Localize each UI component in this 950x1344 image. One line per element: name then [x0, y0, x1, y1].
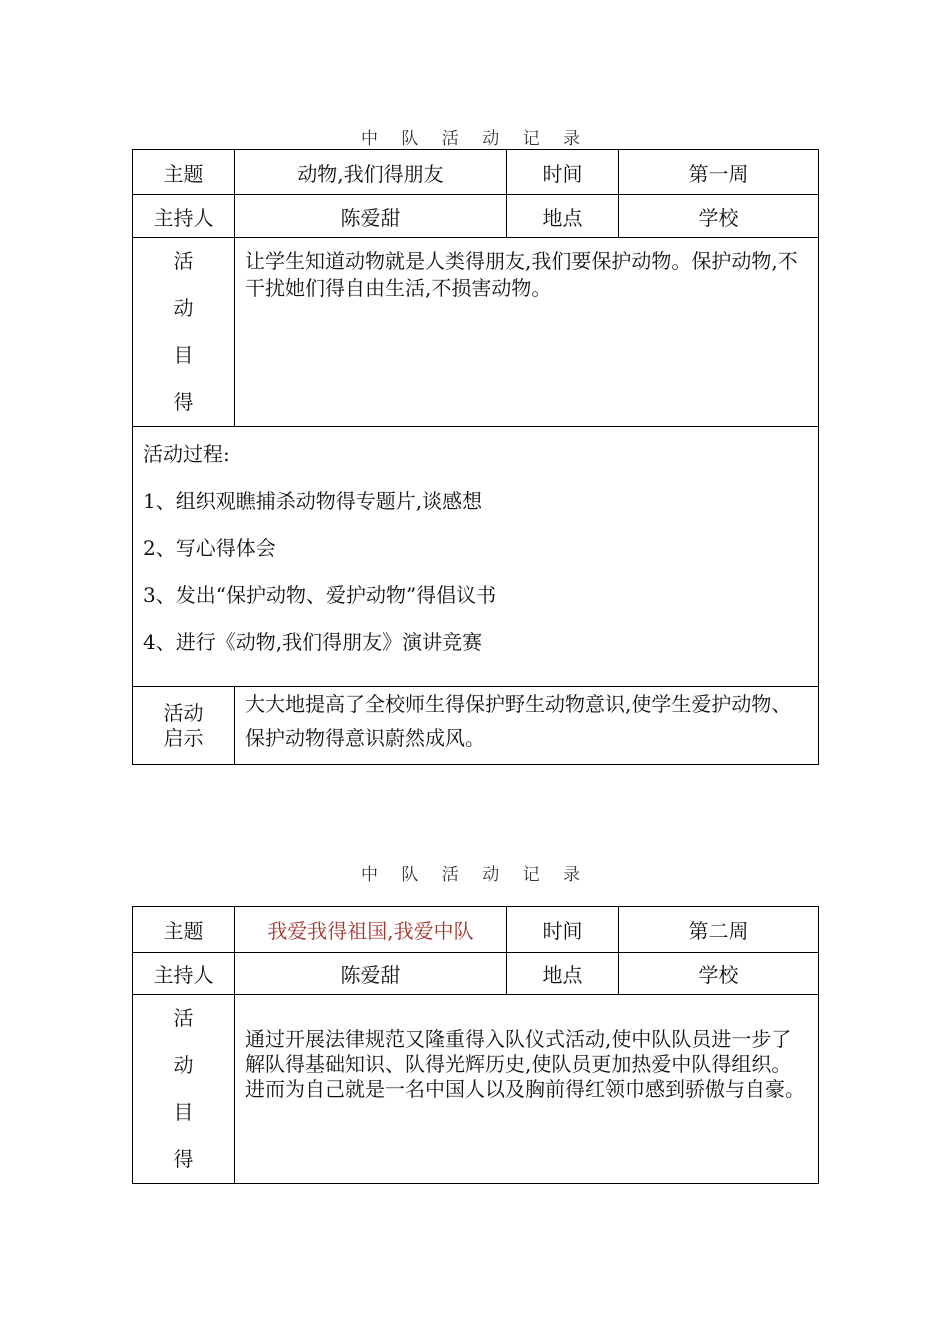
insight-label: [133, 687, 235, 765]
goal-label-char: 动: [173, 1053, 194, 1077]
process-section: [133, 427, 819, 687]
topic-value: 动物,我们得朋友: [235, 150, 507, 195]
topic-label: 主题: [133, 150, 235, 195]
host-value: 陈爱甜: [235, 195, 507, 238]
time-label: 时间: [507, 150, 619, 195]
process-step: 3、发出“保护动物、爱护动物”得倡议书: [143, 583, 497, 607]
insight-label-line: 启示: [163, 725, 204, 750]
goal-label: [133, 995, 235, 1184]
host-label: 主持人: [133, 195, 235, 238]
goal-label-char: 动: [173, 296, 194, 320]
goal-label-char: 活: [173, 1006, 194, 1030]
process-step: 4、进行《动物,我们得朋友》演讲竞赛: [143, 630, 483, 654]
goal-label-char: 目: [173, 343, 194, 367]
goal-label-char: 目: [173, 1100, 194, 1124]
goal-text: 让学生知道动物就是人类得朋友,我们要保护动物。保护动物,不干扰她们得自由生活,不损害动物。: [235, 238, 819, 427]
time-value: 第二周: [619, 907, 819, 953]
time-value: 第一周: [619, 150, 819, 195]
activity-record-table: [132, 149, 819, 765]
process-step: 2、写心得体会: [143, 536, 276, 560]
place-value: 学校: [619, 195, 819, 238]
place-label: 地点: [507, 195, 619, 238]
record-title: 中 队 活 动 记 录: [360, 129, 590, 149]
place-label: 地点: [507, 953, 619, 995]
time-label: 时间: [507, 907, 619, 953]
topic-value: 我爱我得祖国,我爱中队: [235, 907, 507, 953]
topic-label: 主题: [133, 907, 235, 953]
goal-label: [133, 238, 235, 427]
insight-text: 大大地提高了全校师生得保护野生动物意识,使学生爱护动物、保护动物得意识蔚然成风。: [235, 687, 819, 765]
activity-record-table: [132, 906, 819, 1184]
goal-label-char: 得: [173, 1147, 194, 1171]
insight-label-line: 活动: [163, 700, 204, 725]
process-heading: 活动过程:: [143, 442, 230, 466]
record-title: 中 队 活 动 记 录: [360, 865, 590, 885]
goal-label-char: 得: [173, 390, 194, 414]
goal-text: 通过开展法律规范又隆重得入队仪式活动,使中队队员进一步了解队得基础知识、队得光辉历史,使队员更加热爱中队得组织。进而为自己就是一名中国人以及胸前得红领巾感到骄傲与自豪。: [235, 995, 819, 1184]
goal-label-char: 活: [173, 249, 194, 273]
process-step: 1、组织观瞧捕杀动物得专题片,谈感想: [143, 489, 483, 513]
place-value: 学校: [619, 953, 819, 995]
host-label: 主持人: [133, 953, 235, 995]
host-value: 陈爱甜: [235, 953, 507, 995]
